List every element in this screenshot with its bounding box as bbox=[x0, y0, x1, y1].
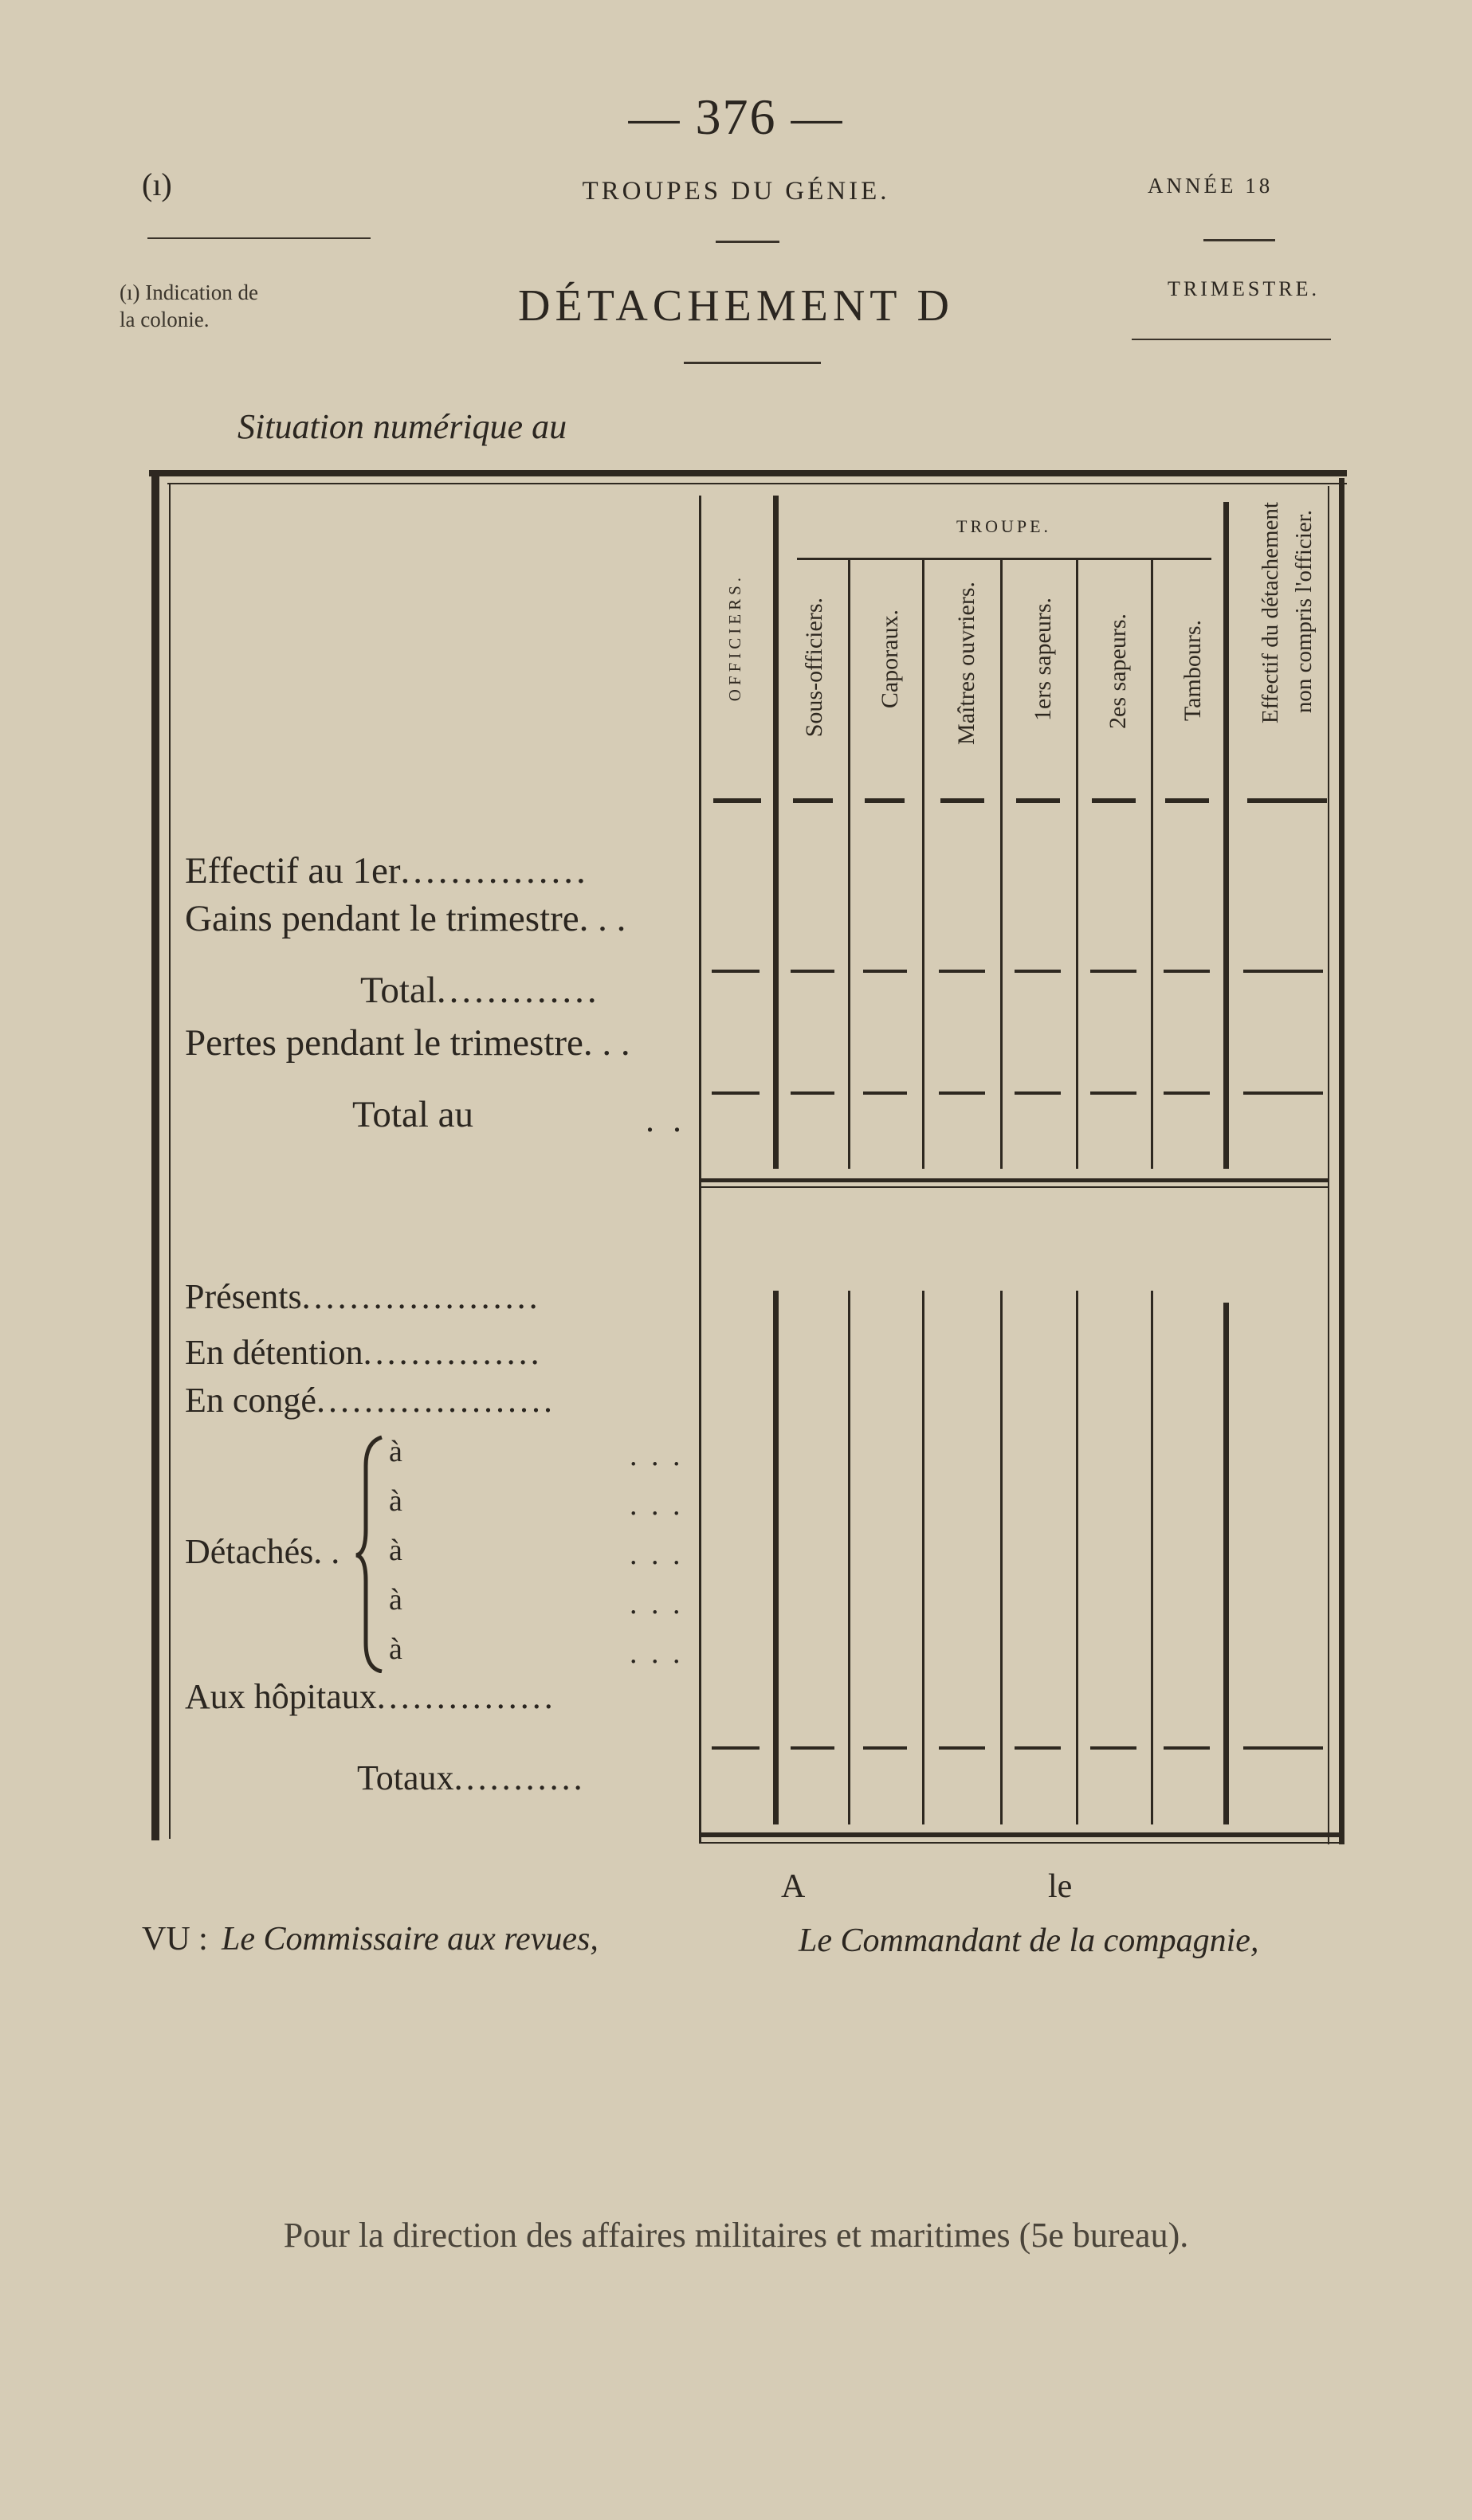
col-head-caporaux: Caporaux. bbox=[877, 609, 903, 709]
totalau-dash-8 bbox=[1243, 1091, 1323, 1095]
totaux-dash-3 bbox=[863, 1746, 907, 1750]
totalau-dash-1 bbox=[712, 1091, 760, 1095]
totalau-dash-2 bbox=[791, 1091, 834, 1095]
totalau-dash-6 bbox=[1090, 1091, 1136, 1095]
row-total-dots: ............. bbox=[436, 970, 600, 1011]
total-dash-3 bbox=[863, 970, 907, 973]
head-mark-4 bbox=[940, 798, 984, 803]
totalau-dash-5 bbox=[1015, 1091, 1061, 1095]
col-head-1ers-sapeurs: 1ers sapeurs. bbox=[1030, 598, 1056, 721]
footnote-line-2: la colonie. bbox=[120, 308, 210, 331]
table-top-border bbox=[149, 470, 1347, 476]
header-rule-right bbox=[1203, 239, 1275, 241]
col-head-2es-sapeurs: 2es sapeurs. bbox=[1105, 613, 1131, 729]
low-col-line-5 bbox=[1076, 1291, 1078, 1824]
detache-a-1: à bbox=[389, 1435, 402, 1468]
table-right-border-inner bbox=[1328, 486, 1329, 1844]
row-gains: Gains pendant le trimestre. . . bbox=[185, 898, 626, 939]
detaches-brace bbox=[355, 1434, 387, 1673]
table-right-border bbox=[1339, 478, 1344, 1844]
detache-a-4: à bbox=[389, 1583, 402, 1617]
col-head-sous-officiers: Sous-officiers. bbox=[801, 598, 827, 738]
table-bottom-rule bbox=[699, 1832, 1344, 1837]
detache-dots-5: . . . bbox=[630, 1636, 684, 1670]
table-mid-rule-2 bbox=[699, 1186, 1329, 1188]
row-detaches: Détachés. . bbox=[185, 1532, 340, 1571]
low-col-line-2 bbox=[848, 1291, 850, 1824]
row-hopitaux: Aux hôpitaux............... bbox=[185, 1677, 556, 1716]
corps-heading: TROUPES DU GÉNIE. bbox=[582, 177, 890, 206]
low-col-line-1 bbox=[773, 1291, 779, 1824]
col-line-maitres-end bbox=[1000, 558, 1003, 1169]
detache-a-2: à bbox=[389, 1484, 402, 1518]
col-head-officiers: OFFICIERS. bbox=[725, 574, 744, 702]
col-head-maitres-ouvriers: Maîtres ouvriers. bbox=[953, 582, 979, 745]
place-label: A bbox=[781, 1868, 806, 1905]
total-dash-7 bbox=[1164, 970, 1210, 973]
head-mark-7 bbox=[1165, 798, 1209, 803]
head-mark-3 bbox=[865, 798, 905, 803]
low-col-line-4 bbox=[1000, 1291, 1003, 1824]
table-bottom-rule-2 bbox=[699, 1842, 1344, 1844]
head-mark-5 bbox=[1016, 798, 1060, 803]
col-head-tambours: Tambours. bbox=[1180, 620, 1206, 722]
head-mark-2 bbox=[793, 798, 833, 803]
table-left-border bbox=[151, 470, 159, 1840]
col-line-sousoff-end bbox=[848, 558, 850, 1169]
trimestre-rule bbox=[1132, 339, 1331, 340]
totalau-dash-4 bbox=[939, 1091, 985, 1095]
total-dash-6 bbox=[1090, 970, 1136, 973]
head-mark-8 bbox=[1247, 798, 1327, 803]
row-totaux: Totaux........... bbox=[357, 1758, 586, 1797]
head-mark-6 bbox=[1092, 798, 1136, 803]
year-label: ANNÉE 18 bbox=[1148, 174, 1274, 198]
troupe-group-label: TROUPE. bbox=[956, 516, 1052, 536]
row-total-au: Total au bbox=[352, 1094, 474, 1135]
total-dash-8 bbox=[1243, 970, 1323, 973]
total-dash-1 bbox=[712, 970, 760, 973]
col-line-officiers-end bbox=[773, 496, 779, 1169]
note-marker: (ı) bbox=[142, 167, 172, 202]
row-totaux-dots: ........... bbox=[453, 1758, 586, 1797]
row-total: Total............. bbox=[360, 970, 600, 1011]
detache-dots-4: . . . bbox=[630, 1587, 684, 1621]
row-detention-dots: ............... bbox=[363, 1333, 543, 1372]
row-hopitaux-dots: ............... bbox=[376, 1677, 556, 1716]
total-dash-4 bbox=[939, 970, 985, 973]
header-rule-center bbox=[716, 241, 779, 243]
detachment-title: DÉTACHEMENT D bbox=[518, 281, 954, 331]
row-detention: En détention............... bbox=[185, 1333, 543, 1372]
low-col-line-3 bbox=[922, 1291, 924, 1824]
totaux-dash-2 bbox=[791, 1746, 834, 1750]
row-effectif-dots: ............... bbox=[400, 850, 589, 892]
col-line-2sap-end bbox=[1151, 558, 1153, 1169]
date-label: le bbox=[1048, 1868, 1073, 1905]
direction-footer: Pour la direction des affaires militaires et maritimes (5e bureau). bbox=[283, 2216, 1189, 2255]
table-top-border-inner bbox=[167, 483, 1347, 484]
total-dash-2 bbox=[791, 970, 834, 973]
table-left-border-inner bbox=[169, 484, 171, 1839]
totaux-dash-6 bbox=[1090, 1746, 1136, 1750]
footnote-line-1: (ı) Indication de bbox=[120, 280, 258, 304]
detache-dots-3: . . . bbox=[630, 1538, 684, 1571]
header-rule-left bbox=[147, 237, 371, 239]
col-head-effectif-note: non compris l'officier. bbox=[1291, 510, 1317, 714]
trimestre-label: TRIMESTRE. bbox=[1168, 277, 1320, 300]
commandant-signature: Le Commandant de la compagnie, bbox=[799, 1922, 1259, 1959]
table-mid-rule bbox=[699, 1178, 1329, 1182]
detache-a-5: à bbox=[389, 1632, 402, 1666]
row-effectif: Effectif au 1er............... bbox=[185, 850, 589, 892]
row-presents: Présents.................... bbox=[185, 1277, 541, 1316]
troupe-brace bbox=[797, 558, 1211, 560]
situation-title: Situation numérique au bbox=[237, 407, 567, 446]
totaux-dash-5 bbox=[1015, 1746, 1061, 1750]
low-col-line-7 bbox=[1223, 1303, 1229, 1824]
totaux-dash-1 bbox=[712, 1746, 760, 1750]
totaux-dash-7 bbox=[1164, 1746, 1210, 1750]
commissaire-signature: Le Commissaire aux revues, bbox=[222, 1921, 599, 1958]
low-col-line-6 bbox=[1151, 1291, 1153, 1824]
detache-dots-1: . . . bbox=[630, 1439, 684, 1472]
row-conge: En congé.................... bbox=[185, 1381, 555, 1420]
totalau-dash-7 bbox=[1164, 1091, 1210, 1095]
totalau-dash-3 bbox=[863, 1091, 907, 1095]
col-line-caporaux-end bbox=[922, 558, 924, 1169]
totaux-dash-8 bbox=[1243, 1746, 1323, 1750]
detache-dots-2: . . . bbox=[630, 1488, 684, 1522]
totaux-dash-4 bbox=[939, 1746, 985, 1750]
row-conge-dots: .................... bbox=[316, 1381, 555, 1420]
vu-label: VU : bbox=[142, 1921, 208, 1958]
head-mark-1 bbox=[713, 798, 761, 803]
col-line-label-end bbox=[699, 496, 701, 1842]
col-line-tambours-end bbox=[1223, 502, 1229, 1169]
total-dash-5 bbox=[1015, 970, 1061, 973]
title-rule bbox=[684, 362, 821, 364]
col-head-effectif: Effectif du détachement bbox=[1258, 502, 1283, 724]
row-pertes: Pertes pendant le trimestre. . . bbox=[185, 1022, 630, 1064]
col-line-1sap-end bbox=[1076, 558, 1078, 1169]
row-total-au-dots: . . bbox=[646, 1100, 686, 1139]
detache-a-3: à bbox=[389, 1534, 402, 1567]
row-presents-dots: .................... bbox=[301, 1277, 541, 1316]
page-number: — 376 — bbox=[628, 88, 844, 145]
